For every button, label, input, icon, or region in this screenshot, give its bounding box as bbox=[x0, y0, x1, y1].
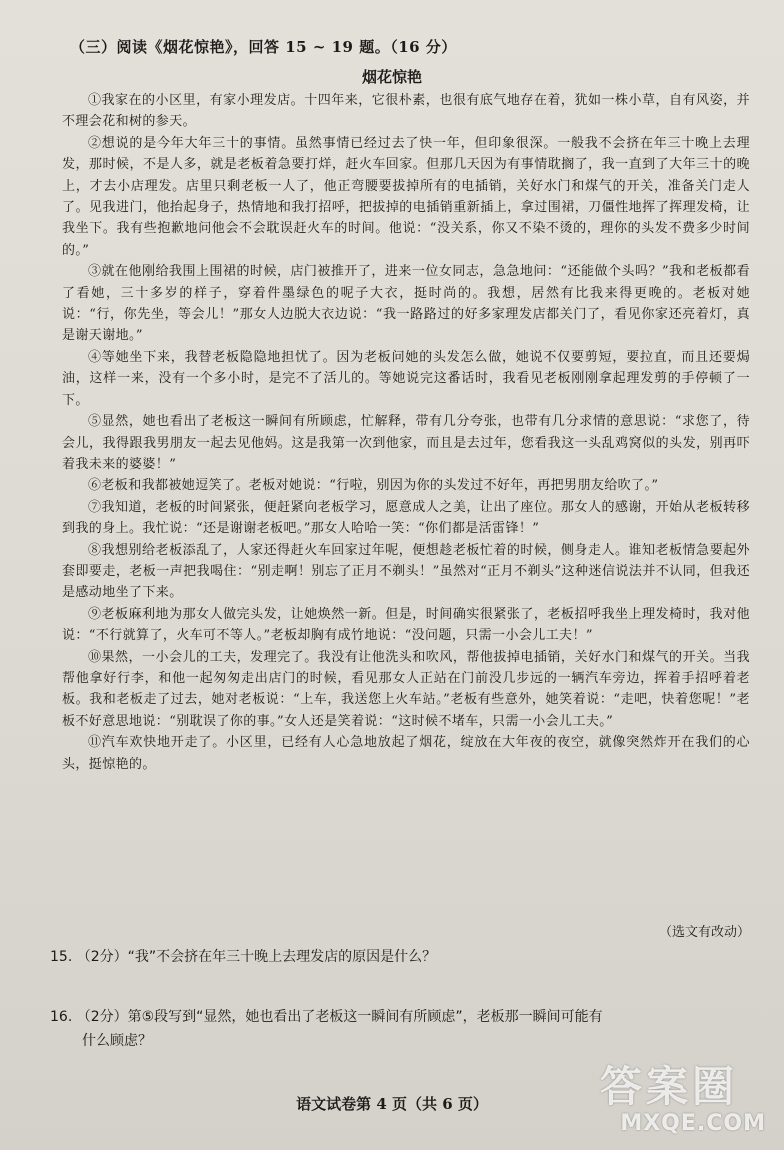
question-16 bbox=[50, 1005, 750, 1053]
question-16-line1: 16. （2分）第⑤段写到“显然，她也看出了老板这一瞬间有所顾虑”，老板那一瞬间可能有 bbox=[50, 1009, 603, 1025]
source-note: （选文有改动） bbox=[658, 925, 750, 940]
article-body bbox=[62, 90, 750, 775]
paragraph-10: ⑩果然，一小会儿的工夫，发理完了。我没有让他洗头和吹风，帮他拔掉电插销，关好水门和煤气的开关。当我帮他拿好行李，和他一起匆匆走出店门的时候，看见那女人正站在门前没几步远的一辆汽车旁边，挥着手招呼着老板。我和老板走了过去，她对老板说：“上车，我送您上火车站。”老板有些意外，她笑着说：“走吧，快着您呢！”老板不好意思地说：“别耽误了你的事。”女人还是笑着说：“这时候不堵车，只需一小会儿工夫。” bbox=[62, 649, 750, 729]
paragraph-11: ⑪汽车欢快地开走了。小区里，已经有人心急地放起了烟花，绽放在大年夜的夜空，就像突然炸开在我们的心头，挺惊艳的。 bbox=[62, 735, 750, 772]
article-title: 烟花惊艳 bbox=[361, 68, 422, 86]
paragraph-3: ③就在他刚给我围上围裙的时候，店门被推开了，进来一位女同志，急急地问：“还能做个头吗？”我和老板都看了看她，三十多岁的样子，穿着件墨绿色的呢子大衣，挺时尚的。我想，居然有比我来得更晚的。老板对她说：“行，你先坐，等会儿！”那女人边脱大衣边说：“我一路路过的好多家理发店都关门了，看见你家还亮着灯，真是谢天谢地。” bbox=[62, 264, 750, 344]
paragraph-6: ⑥老板和我都被她逗笑了。老板对她说：“行啦，别因为你的头发过不好年，再把男朋友给吹了。” bbox=[88, 478, 659, 494]
paragraph-5: ⑤显然，她也看出了老板这一瞬间有所顾虑，忙解释，带有几分夸张，也带有几分求情的意思说：“求您了，待会儿，我得跟我男朋友一起去见他妈。这是我第一次到他家，而且是去过年，您看我这一头乱鸡窝似的头发，别再吓着我未来的婆婆！” bbox=[62, 414, 750, 472]
watermark-line2: MXQE.COM bbox=[620, 1111, 766, 1136]
paragraph-4: ④等她坐下来，我替老板隐隐地担忧了。因为老板问她的头发怎么做，她说不仅要剪短，要拉直，而且还要焗油，这样一来，没有一个多小时，是完不了活儿的。等她说完这番话时，我看见老板刚刚拿起理发剪的手停顿了一下。 bbox=[62, 349, 750, 408]
paragraph-7: ⑦我知道，老板的时间紧张，便赶紧向老板学习，愿意成人之美，让出了座位。那女人的感谢，开始从老板转移到我的身上。我忙说：“还是谢谢老板吧。”那女人哈哈一笑：“你们都是活雷锋！” bbox=[62, 499, 750, 537]
watermark-logo bbox=[576, 1054, 766, 1136]
paragraph-8: ⑧我想别给老板添乱了，人家还得赶火车回家过年呢，便想趁老板忙着的时候，侧身走人。谁知老板情急要起外套即要走，老板一声把我喝住：“别走啊！别忘了正月不剃头！”虽然对“正月不剃头”这种迷信说法并不认同，但我还是感动地坐了下来。 bbox=[62, 542, 750, 601]
question-16-line2: 什么顾虑？ bbox=[82, 1033, 152, 1049]
paragraph-1: ①我家在的小区里，有家小理发店。十四年来，它很朴素，也很有底气地存在着，犹如一株小草，自有风姿，并不理会花和树的参天。 bbox=[62, 93, 750, 130]
page-footer: 语文试卷第 4 页（共 6 页） bbox=[296, 1095, 488, 1113]
section-title: （三）阅读《烟花惊艳》，回答 15 ~ 19 题。（16 分） bbox=[70, 38, 457, 56]
watermark-line1: 答案圈 bbox=[599, 1062, 738, 1111]
paragraph-2: ②想说的是今年大年三十的事情。虽然事情已经过去了快一年，但印象很深。一般我不会挤在年三十晚上去理发，那时候，不是人多，就是老板着急要打烊，赶火车回家。但那几天因为有事情耽搁了，我一直到了大年三十的晚上，才去小店理发。店里只剩老板一人了，他正弯腰要拔掉所有的电插销，关好水门和煤气的开关，准备关门走人了。见我进门，他抬起身子，热情地和我打招呼，把拔掉的电插销重新插上，拿过围裙，刀僵性地挥了挥理发椅，让我坐下。我有些抱歉地问他会不会耽误赶火车的时间。他说：“没关系，你又不染不烫的，理你的头发不费多少时间的。” bbox=[62, 135, 750, 258]
question-15: 15. （2分）“我”不会挤在年三十晚上去理发店的原因是什么？ bbox=[50, 949, 437, 965]
paragraph-9: ⑨老板麻利地为那女人做完头发，让她焕然一新。但是，时间确实很紧张了，老板招呼我坐上理发椅时，我对他说：“不行就算了，火车可不等人。”老板却胸有成竹地说：“没问题，只需一小会儿工夫！” bbox=[62, 606, 750, 644]
